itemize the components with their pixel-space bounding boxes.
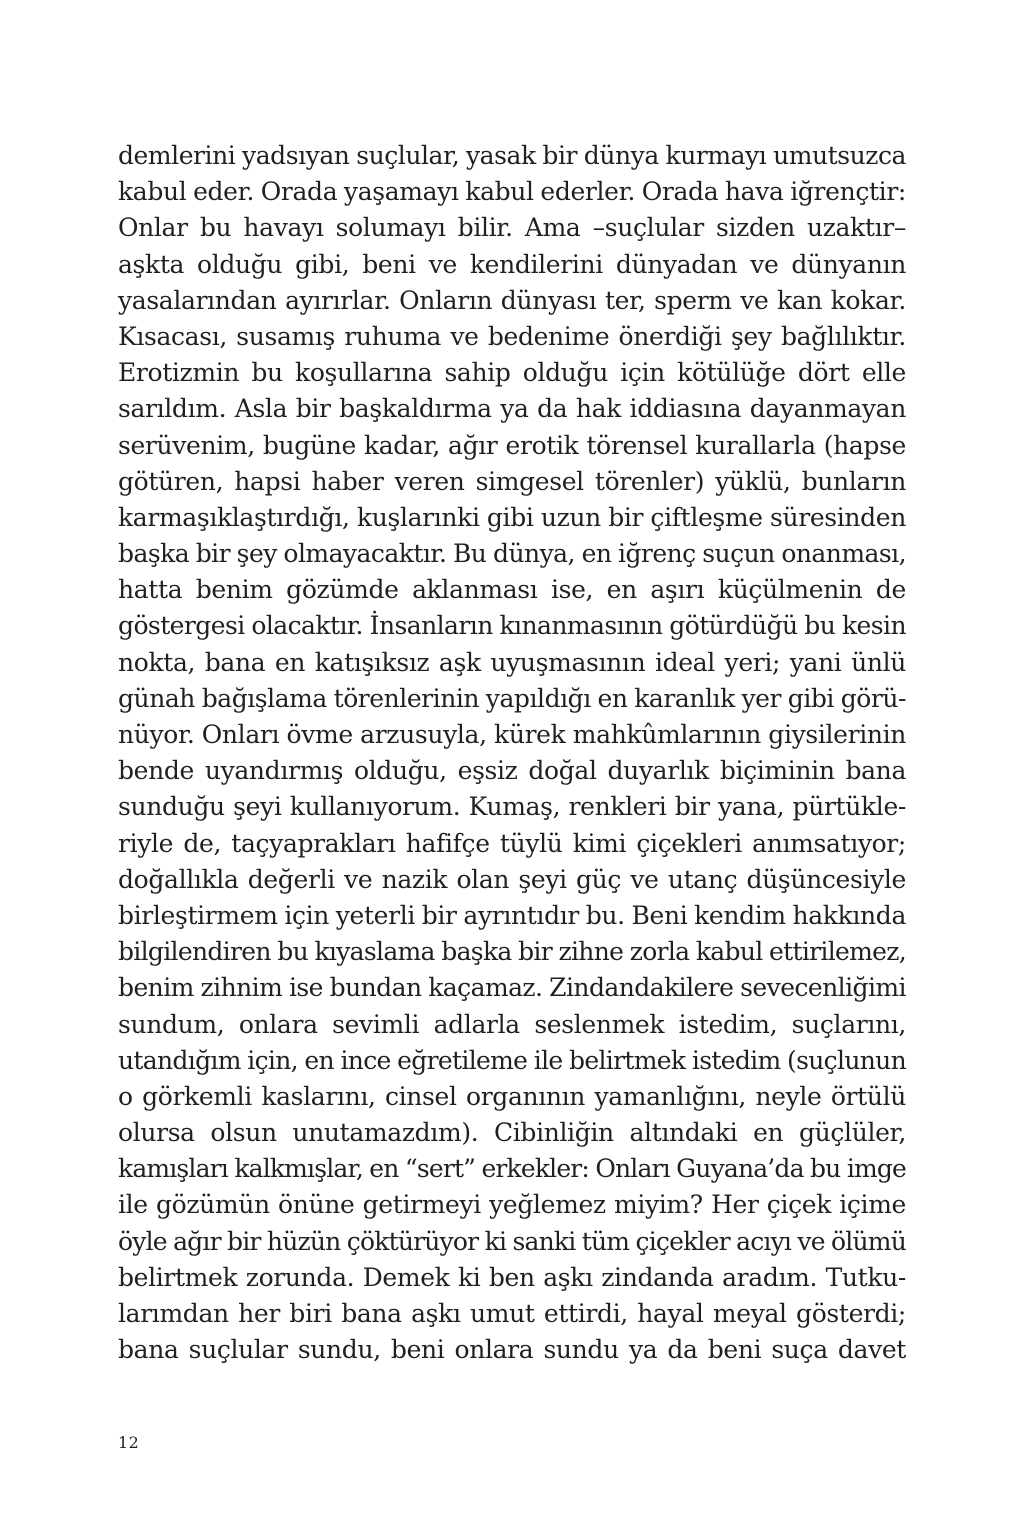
text-line: hatta benim gözümde aklanması ise, en aşırı küçülmenin de (118, 575, 906, 605)
text-line: bende uyandırmış olduğu, eşsiz doğal duyarlık biçiminin bana (118, 756, 906, 786)
page-number: 12 (118, 1433, 140, 1452)
text-line: belirtmek zorunda. Demek ki ben aşkı zindanda aradım. Tutku- (118, 1262, 906, 1292)
text-line: karmaşıklaştırdığı, kuşlarınki gibi uzun bir çiftleşme süresinden (118, 502, 906, 532)
text-line: aşkta olduğu gibi, beni ve kendilerini dünyadan ve dünyanın (118, 249, 906, 279)
text-line: serüvenim, bugüne kadar, ağır erotik törensel kurallarla (hapse (118, 430, 906, 460)
text-line: olursa olsun unutamazdım). Cibinliğin altındaki en güçlüler, (118, 1118, 906, 1148)
text-line: günah bağışlama törenlerinin yapıldığı en karanlık yer gibi görü- (118, 683, 906, 713)
text-line: Kısacası, susamış ruhuma ve bedenime önerdiği şey bağlılıktır. (118, 321, 906, 351)
text-line: bana suçlular sundu, beni onlara sundu ya da beni suça davet (118, 1335, 906, 1365)
text-line: riyle de, taçyaprakları hafifçe tüylü kimi çiçekleri anımsatıyor; (118, 828, 906, 858)
text-line: sunduğu şeyi kullanıyorum. Kumaş, renkleri bir yana, pürtükle- (118, 792, 906, 822)
text-line: birleştirmem için yeterli bir ayrıntıdır bu. Beni kendim hakkında (118, 900, 906, 930)
text-line: nüyor. Onları övme arzusuyla, kürek mahkûmlarının giysilerinin (118, 720, 906, 749)
text-line: sarıldım. Asla bir başkaldırma ya da hak iddiasına dayanmayan (118, 394, 906, 424)
text-line: sundum, onlara sevimli adlarla seslenmek istedim, suçlarını, (118, 1009, 906, 1039)
text-line: götüren, hapsi haber veren simgesel törenler) yüklü, bunların (118, 466, 906, 496)
text-line: öyle ağır bir hüzün çöktürüyor ki sanki tüm çiçekler acıyı ve ölümü (118, 1226, 906, 1256)
text-line: ile gözümün önüne getirmeyi yeğlemez miyim? Her çiçek içime (118, 1190, 906, 1220)
text-line: kamışları kalkmışlar, en “sert” erkekler: Onları Guyana’da bu imge (118, 1154, 906, 1184)
text-line: o görkemli kaslarını, cinsel organının yamanlığını, neyle örtülü (118, 1081, 906, 1111)
text-line: nokta, bana en katışıksız aşk uyuşmasının ideal yeri; yani ünlü (118, 647, 906, 677)
text-line: göstergesi olacaktır. İnsanların kınanmasının götürdüğü bu kesin (118, 611, 906, 641)
text-line: benim zihnim ise bundan kaçamaz. Zindandakilere sevecenliğimi (118, 973, 906, 1003)
text-line: larımdan her biri bana aşkı umut ettirdi, hayal meyal gösterdi; (118, 1299, 906, 1328)
text-line: başka bir şey olmayacaktır. Bu dünya, en iğrenç suçun onanması, (118, 539, 906, 569)
text-line: kabul eder. Orada yaşamayı kabul ederler. Orada hava iğrençtir: (118, 177, 906, 207)
text-line: utandığım için, en ince eğretileme ile belirtmek istedim (suçlunun (118, 1045, 906, 1075)
text-line: yasalarından ayırırlar. Onların dünyası ter, sperm ve kan kokar. (118, 285, 906, 315)
body-text (118, 138, 906, 1368)
text-line: bilgilendiren bu kıyaslama başka bir zihne zorla kabul ettirilemez, (118, 937, 906, 967)
text-line: Onlar bu havayı solumayı bilir. Ama –suçlular sizden uzaktır– (118, 213, 906, 243)
text-line: Erotizmin bu koşullarına sahip olduğu için kötülüğe dört elle (118, 358, 906, 388)
text-line: doğallıkla değerli ve nazik olan şeyi güç ve utanç düşüncesiyle (118, 864, 906, 894)
text-line: demlerini yadsıyan suçlular, yasak bir dünya kurmayı umutsuzca (118, 141, 906, 170)
